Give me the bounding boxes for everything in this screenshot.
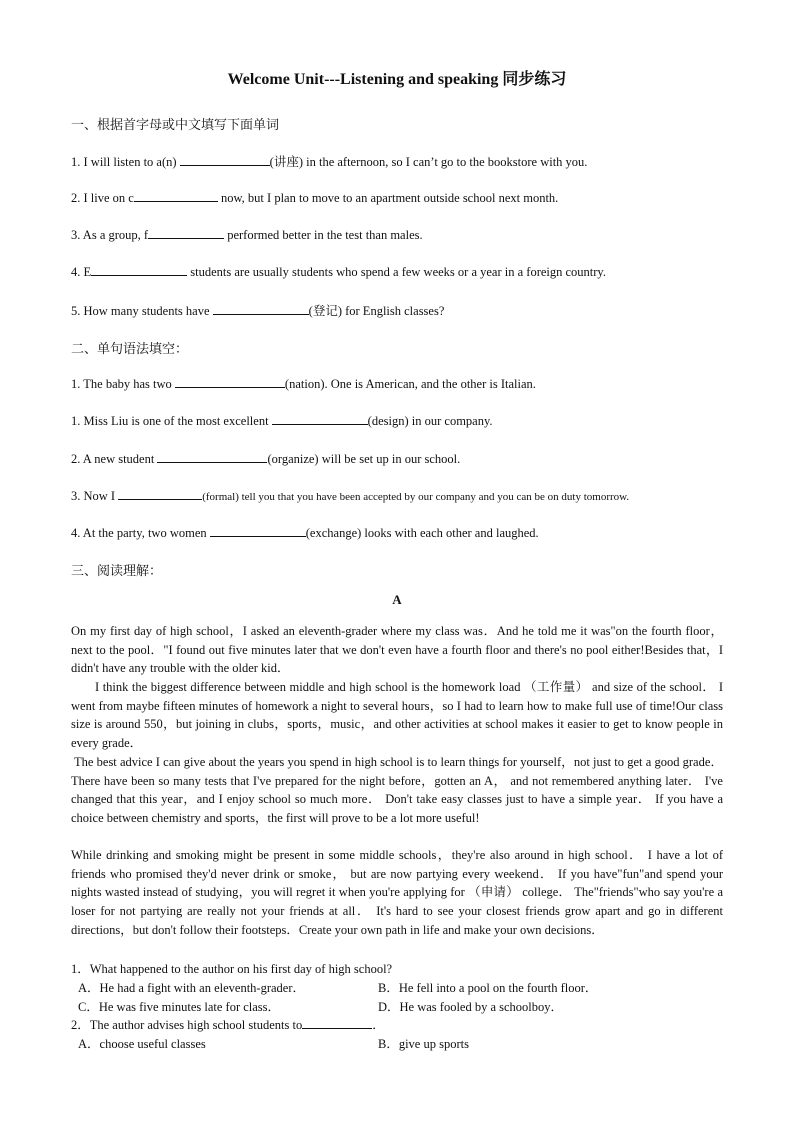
question-2-stem-end: ． [372,1018,385,1032]
page-title: Welcome Unit---Listening and speaking 同步练习 [227,71,567,88]
answer-blank[interactable] [118,487,202,500]
item-text-pre: 4. E [71,265,92,279]
section1-item-2 [71,189,558,206]
passage-paragraph: The best advice I can give about the years you spend in high school is to learn things for yourself，not just to get a good grade． There have been so many tests that I've prepared for the night before，gotten an A， and not remembered anything later． I've changed that this year，and I enjoy school so much more． Don't take easy classes just to have a simple year． If you have a choice between chemistry and sports，the first will prove to be a lot more useful! [71,755,723,826]
section1-item-5 [71,301,444,319]
question-2-option-b[interactable]: B．give up sports [378,1037,469,1051]
item-text-pre: 1. The baby has two [71,377,175,391]
item-text-pre: 3. As a group, f [71,228,149,242]
question-1-option-b[interactable]: B．He fell into a pool on the fourth floor． [378,981,598,995]
answer-blank[interactable] [134,189,218,202]
item-text-post: (讲座) in the afternoon, so I can’t go to the bookstore with you. [269,155,588,169]
question-2-option-a[interactable]: A．choose useful classes [78,1037,206,1051]
passage-paragraph: I think the biggest difference between middle and high school is the homework load （工作量） and size of the school． I went from maybe fifteen minutes of homework a night to several hours，so I had to learn how to make full use of time!Our class size is around 550，but joining in clubs，sports，music，and other activities at school makes it easier to get to know people in every grade． [71,680,723,751]
section1-item-3 [71,226,423,243]
section1-item-1 [71,152,587,170]
item-text-post: (organize) will be set up in our school. [267,452,461,466]
item-text-pre: 2. I live on c [71,191,134,205]
section2-item-4 [71,487,629,504]
question-1-option-d[interactable]: D．He was fooled by a schoolboy． [378,1000,564,1014]
answer-blank[interactable] [148,226,224,239]
question-1-option-c[interactable]: C．He was five minutes late for class． [78,1000,281,1014]
item-text-post: students are usually students who spend a few weeks or a year in a foreign country. [187,265,607,279]
answer-blank[interactable] [213,302,309,315]
answer-blank[interactable] [180,153,270,166]
answer-blank[interactable] [175,375,285,388]
item-text-post: performed better in the test than males. [224,228,423,242]
section2-item-5 [71,524,539,541]
section1-heading: 一、根据首字母或中文填写下面单词 [71,117,280,132]
item-text-post: now, but I plan to move to an apartment outside school next month. [217,191,559,205]
item-text-pre: 3. Now I [71,489,119,503]
question-2-stem [71,1015,385,1033]
item-text-pre: 5. How many students have [71,304,213,318]
section1-item-4 [71,263,606,280]
section3-heading: 三、阅读理解： [71,563,163,578]
item-text-post: (formal) tell you that you have been accepted by our company and you can be on duty tomorrow. [202,491,630,503]
section2-heading: 二、单句语法填空： [71,341,189,356]
item-text-post: (design) in our company. [367,414,493,428]
section2-item-1 [71,375,536,392]
section2-item-3 [71,450,460,467]
answer-blank[interactable] [272,412,368,425]
answer-blank[interactable] [302,1016,372,1029]
item-text-pre: 1. I will listen to a(n) [71,155,180,169]
question-1-stem: 1．What happened to the author on his first day of high school? [71,962,393,976]
answer-blank[interactable] [157,450,267,463]
answer-blank[interactable] [91,263,187,276]
passage-paragraph: On my first day of high school，I asked an eleventh-grader where my class was．And he told me it was"on the fourth floor，next to the pool．"I found out five minutes later that we don't even have a fourth floor and there's no pool either!Besides that，I didn't have any trouble with the older kid． [71,624,723,676]
item-text-post: (登记) for English classes? [308,304,445,318]
item-text-pre: 1. Miss Liu is one of the most excellent [71,414,272,428]
item-text-post: (exchange) looks with each other and laughed. [305,526,539,540]
item-text-pre: 4. At the party, two women [71,526,210,540]
answer-blank[interactable] [210,524,306,537]
section2-item-2 [71,412,493,429]
passage-title: A [392,592,402,607]
item-text-post: (nation). One is American, and the other is Italian. [284,377,536,391]
item-text-pre: 2. A new student [71,452,158,466]
question-1-option-a[interactable]: A．He had a fight with an eleventh-grader． [78,981,306,995]
question-2-stem-text: 2．The author advises high school students to [71,1018,303,1032]
passage-paragraph: While drinking and smoking might be present in some middle schools，they're also around in high school． I have a lot of friends who promised they'd never drink or smoke， but are now partying every weekend． If you have"fun"and spend your nights wasted instead of studying，you will regret it when you're applying for （申请） college． The"friends"who say you're a loser for not partying are really not your friends at all． It's hard to see your closest friends grow apart and go in different directions，but don't follow their footsteps．Create your own path in life and make your own decisions． [71,848,723,937]
